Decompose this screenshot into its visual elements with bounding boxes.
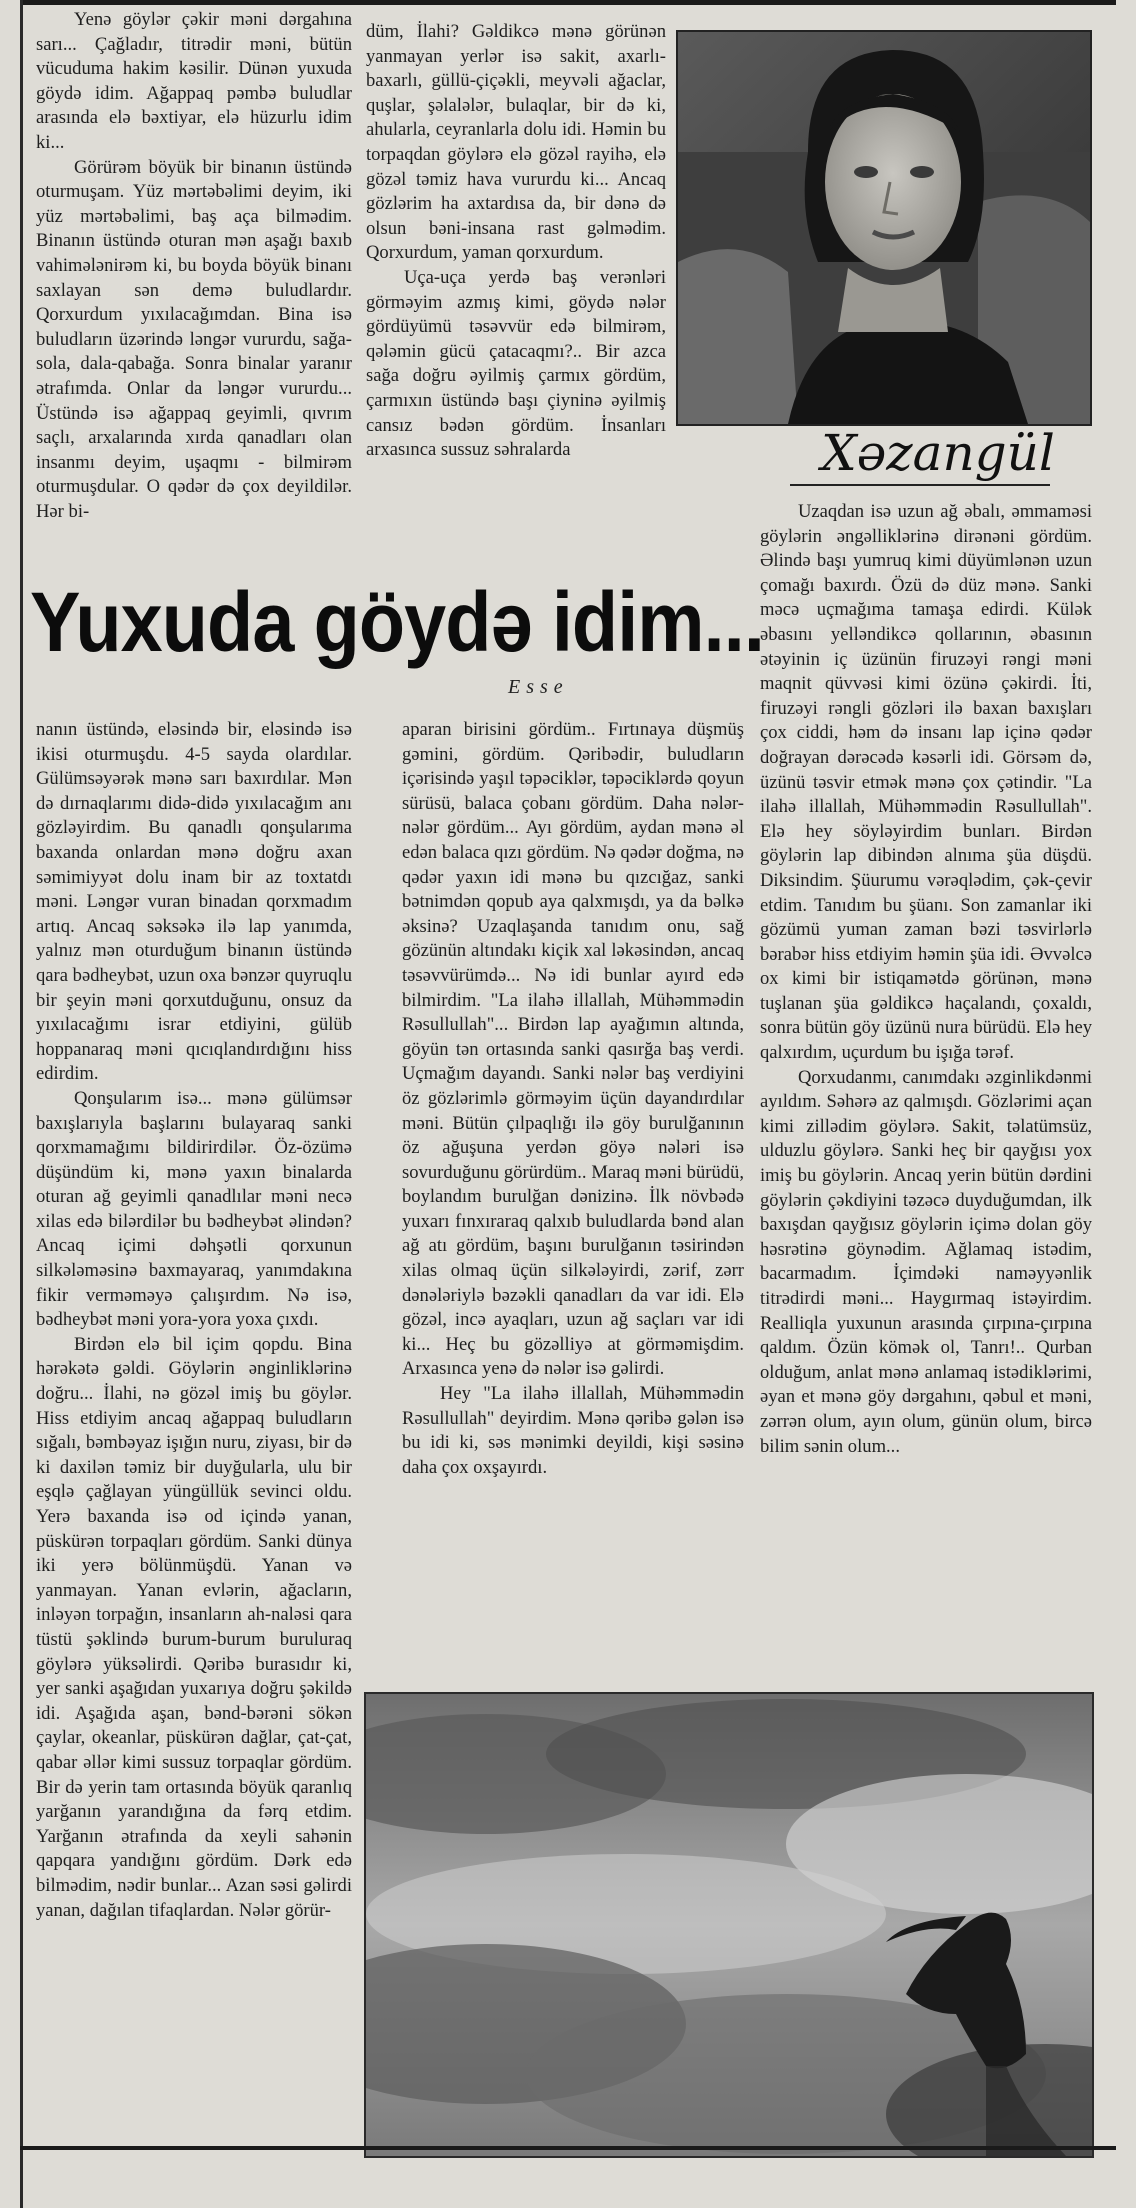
article-paragraph: Hey "La ilahə illallah, Mühəmmədin Rəsullullah" deyirdim. Mənə qəribə gələn isə bu idi ki, səs mənimki deyildi, kişi səsinə daha çox oxşayırdı. [402,1383,744,1478]
article-column-1 [36,8,352,566]
article-paragraph: Qonşularım isə... mənə gülümsər baxışlarıyla başlarını bulayaraq sanki qorxmamağımı bildirirdilər. Öz-özümə düşündüm ki, mənə yaxın binalarda oturan ağ geyimli qanadlılar məni necə xilas edə bilərdilər bu bədheybət əlindən? Ancaq içimi dəhşətli qorxunun silkələməsinə baxmayaraq, yanımdakına fikir verməməyə çalışırdım. Nə isə, bədheybət məni yora-yora yoxa çıxdı. [36,1087,352,1331]
article-paragraph: aparan birisini gördüm.. Fırtınaya düşmüş gəmini, gördüm. Qəribədir, buludların içərisində yaşıl təpəciklər, təpəciklərdə qoyun sürüsü, balaca çobanı gördüm. Daha nələr-nələr gördüm... Ayı gördüm, aydan mənə əl edən balaca qızı gördüm. Nə qədər doğma, nə qədər yaxın idi mənə bu qızcığaz, sanki bətnimdən qopub aya qalxmışdı, ya da bəlkə əksinə? Uzaqlaşanda tanıdım onu, sağ gözünün altındakı kiçik xal ləkəsindən, ancaq təsəvvürümdə... Nə idi bunlar ayırd edə bilmirdim. "La ilahə illallah, Mühəmmədin Rəsullullah"... Birdən lap ayağımın altında, göyün tən ortasında sanki qasırğa baş verdi. Uçmağım dayandı. Sanki nələr baş verdiyini öz gözlərimlə görməyim üçün dayandırdılar məni. Bütün çılpaqlığı ilə göy burulğanının öz ağuşuna yerdən göyə nələri isə sovurduğunu görürdüm.. Maraq məni bürüdü, boylandım burulğan dənizinə. İlk növbədə yuxarı fınxıraraq qalxıb buludlarda bənd alan ağ atı gördüm, başını burulğanın təsirindən xilas olmaq üçün silkələyirdi, zərif, zərr dənələriylə bəzəkli qanadları da var idi. Elə gözəl, incə ayaqları, uzun ağ saçları var idi ki... Heç bu gözəlliyə at görməmişdim. Arxasınca yenə də nələr isə gəlirdi. [402,719,744,1380]
bottom-rule [20,2146,1116,2150]
article-paragraph: Görürəm böyük bir binanın üstündə oturmuşam. Yüz mərtəbəlimi deyim, iki yüz mərtəbəlimi, baş aça bilmədim. Binanın üstündə oturan mən aşağı baxıb vahimələnirəm ki, bu boyda böyük binanı saxlayan sən demə buludlardır. Qorxurdum yıxılacağımdan. Bina isə buludların üzərində ləngər vururdu, sağa-sola, dala-qabağa. Sonra binalar yaranır ətrafımda. Onlar da ləngər vururdu... Üstündə isə ağappaq geyimli, qıvrım saçlı, arxalarında xırda qanadları olan insanmı deyim, uşaqmı - bilmirəm oturmuşdular. O qədər də çox deyildilər. Hər bi- [36,156,352,522]
article-paragraph: Yenə göylər çəkir məni dərgahına sarı... Çağladır, titrədir məni, bütün vücuduma hakim kəsilir. Dünən yuxuda göydə idim. Ağappaq pəmbə buludlar arasında elə bəxtiyar, elə hüzurlu idim ki... [36,9,352,153]
left-rule [20,0,23,2208]
signature-underline [790,484,1050,486]
article-column-2 [366,20,666,568]
article-paragraph: Uzaqdan isə uzun ağ əbalı, əmmaməsi göylərin əngəlliklərinə dirənəni gördüm. Əlində başı yumruq kimi düyümlənən uzun çomağı baxırdı. Özü də düz mənə. Sanki məcə uçmağıma tamaşa edirdi. Külək əbasını yelləndikcə qollarının, əbasının ətəyinin iç üzünün firuzəyi rəngi məni maqnit qüvvəsi kimi özünə çəkirdi. İti, firuzəyi rəngli gözləri ilə baxan baxışları çox ciddi, həm də insanı lap içinə qədər doğrayan dərəcədə kəsərli idi. Görsəm də, üzünü təsvir etmək mənə çox çətindir. "La ilahə illallah, Mühəmmədin Rəsullullah". Elə hey söyləyirdim bunları. Birdən göylərin lap dibindən alnıma şüa düşdü. Diksindim. Şüurumu vərəqlədim, çək-çevir etdim. Tanıdım bu şüanı. Son zamanlar iki gözümü yuman zaman bəzi təsvirlərlə bərabər hiss etdiyim həmin şüa idi. Əvvəlcə ox kimi bir istiqamətdə görünən, mənə tuşlanan şüa gəldikcə haçalandı, çoxaldı, sonra bütün göy üzünü nura bürüdü. Elə hey qalxırdım, uçurdum bu işığa tərəf. [760,501,1092,1064]
article-title: Yuxuda göydə idim... [30,575,764,669]
portrait-photo [676,30,1092,426]
article-paragraph: Uça-uça yerdə baş verənləri görməyim azmış kimi, göydə nələr gördüyümü təsəvvür edə bilmirəm, qələmin gücü çatacaqmı?.. Bir azca sağa doğru əyilmiş çarmıx gördüm, çarmıxın üstündə başı çiyninə əyilmiş cansız bədən gördüm. İnsanları arxasınca sussuz səhralarda [366,266,666,461]
article-paragraph: Birdən elə bil içim qopdu. Bina hərəkətə gəldi. Göylərin ənginliklərinə doğru... İlahi, nə gözəl imiş bu göylər. Hiss etdiyim ancaq ağappaq buludların sığalı, bəmbəyaz işığın nuru, ziyası, bir də ki daxilən təmiz bir duyğularla, ulu bir eşqlə çağlayan yüngüllük sevinci oldu. Yerə baxanda isə od içində yanan, püskürən torpaqları gördüm. Sanki dünya iki yerə bölünmüşdü. Yanan və yanmayan. Yanan evlərin, ağacların, inləyən torpağın, insanların ah-naləsi qara tüstü şəklində burum-burum buruluraq göylərə yüksəlirdi. Qəribə burasıdır ki, yer sanki aşağıdan yuxarıya doğru şəkildə idi. Aşağıda aşan, bənd-bərəni sökən çaylar, okeanlar, püskürən dağlar, çat-çat, qabar əllər kimi sussuz torpaqlar gördüm. Bir də yerin tam ortasında böyük qaranlıq yarğanın yarandığına da fərq etdim. Yarğanın ətrafında da xeyli sahənin qapqara yandığını gördüm. Dərk edə bilmədim, nədir bunlar... Azan səsi gəlirdi yanan, dağılan tifaqlardan. Nələr görür- [36,1333,352,1921]
article-column-4 [402,718,744,1686]
article-column-3 [36,718,352,2146]
article-column-5 [760,500,1092,1686]
article-paragraph: düm, İlahi? Gəldikcə mənə görünən yanmayan yerlər isə sakit, axarlı-baxarlı, güllü-çiçəkli, meyvəli ağaclar, quşlar, şəlalələr, bulaqlar, bir də ki, ahularla, ceyranlarla dolu idi. Həmin bu torpaqdan göylərə elə gözəl rayihə, elə gözəl təmiz hava vururdu ki... Ancaq gözlərim ha axtardısa da, bir dənə də olsun bəni-insana rast gəlmədim. Qorxurdum, yaman qorxurdum. [366,21,666,264]
author-signature: Xəzangül [821,424,1055,482]
article-paragraph: Qorxudanmı, canımdakı əzginlikdənmi ayıldım. Səhərə az qalmışdı. Gözlərimi açan kimi zillədim göylərə. Sakit, təlatümsüz, ulduzlu göylərə. Sanki heç bir qayğısı yox imiş bu göylərin. Ancaq yerin bütün dərdini göylərin çəkdiyini təzəcə duyduğumdan, ilk baxışdan qayğısız göylərin içimə dolan göy həsrətinə göynədim. Ağlamaq istədim, bacarmadım. İçimdəki naməyyənlik titrədirdi məni... Haygırmaq istəyirdim. Realliqla yuxunun arasında çırpına-çırpına qaldım. Özün kömək ol, Tanrı!.. Qurban olduğum, anlat mənə anlamaq istədiklərimi, əyan et mənə göy dərgahını, qəbul et məni, zərrən olum, ayın olum, günün olum, bircə bilim sənin olum... [760,1066,1092,1457]
top-rule [20,0,1116,5]
article-paragraph: nanın üstündə, eləsində bir, eləsində isə ikisi oturmuşdu. 4-5 sayda olardılar. Gülümsəyərək mənə sarı baxırdılar. Mən də dırnaqlarımı didə-didə yıxılacağım anı gözləyirdim. Bu qanadlı qonşularıma baxanda onlardan mənə doğru axan səmimiyyət dolu inam bir az toxtatdı məni. Ləngər vuran binadan qorxmadım artıq. Ancaq səksəkə ilə lap yanımda, yalnız mən oturduğum binanın üstündə qara bədheybət, uzun oxa bənzər quyruqlu bir şeyin məni qorxutduğunu, onsuz da yıxılacağımı israr etdiyini, gülüb hoppanaraq məni qıcıqlandırdığını hiss edirdim. [36,719,352,1085]
woman-in-clouds-illustration [364,1692,1094,2158]
article-genre: Esse [508,676,569,698]
